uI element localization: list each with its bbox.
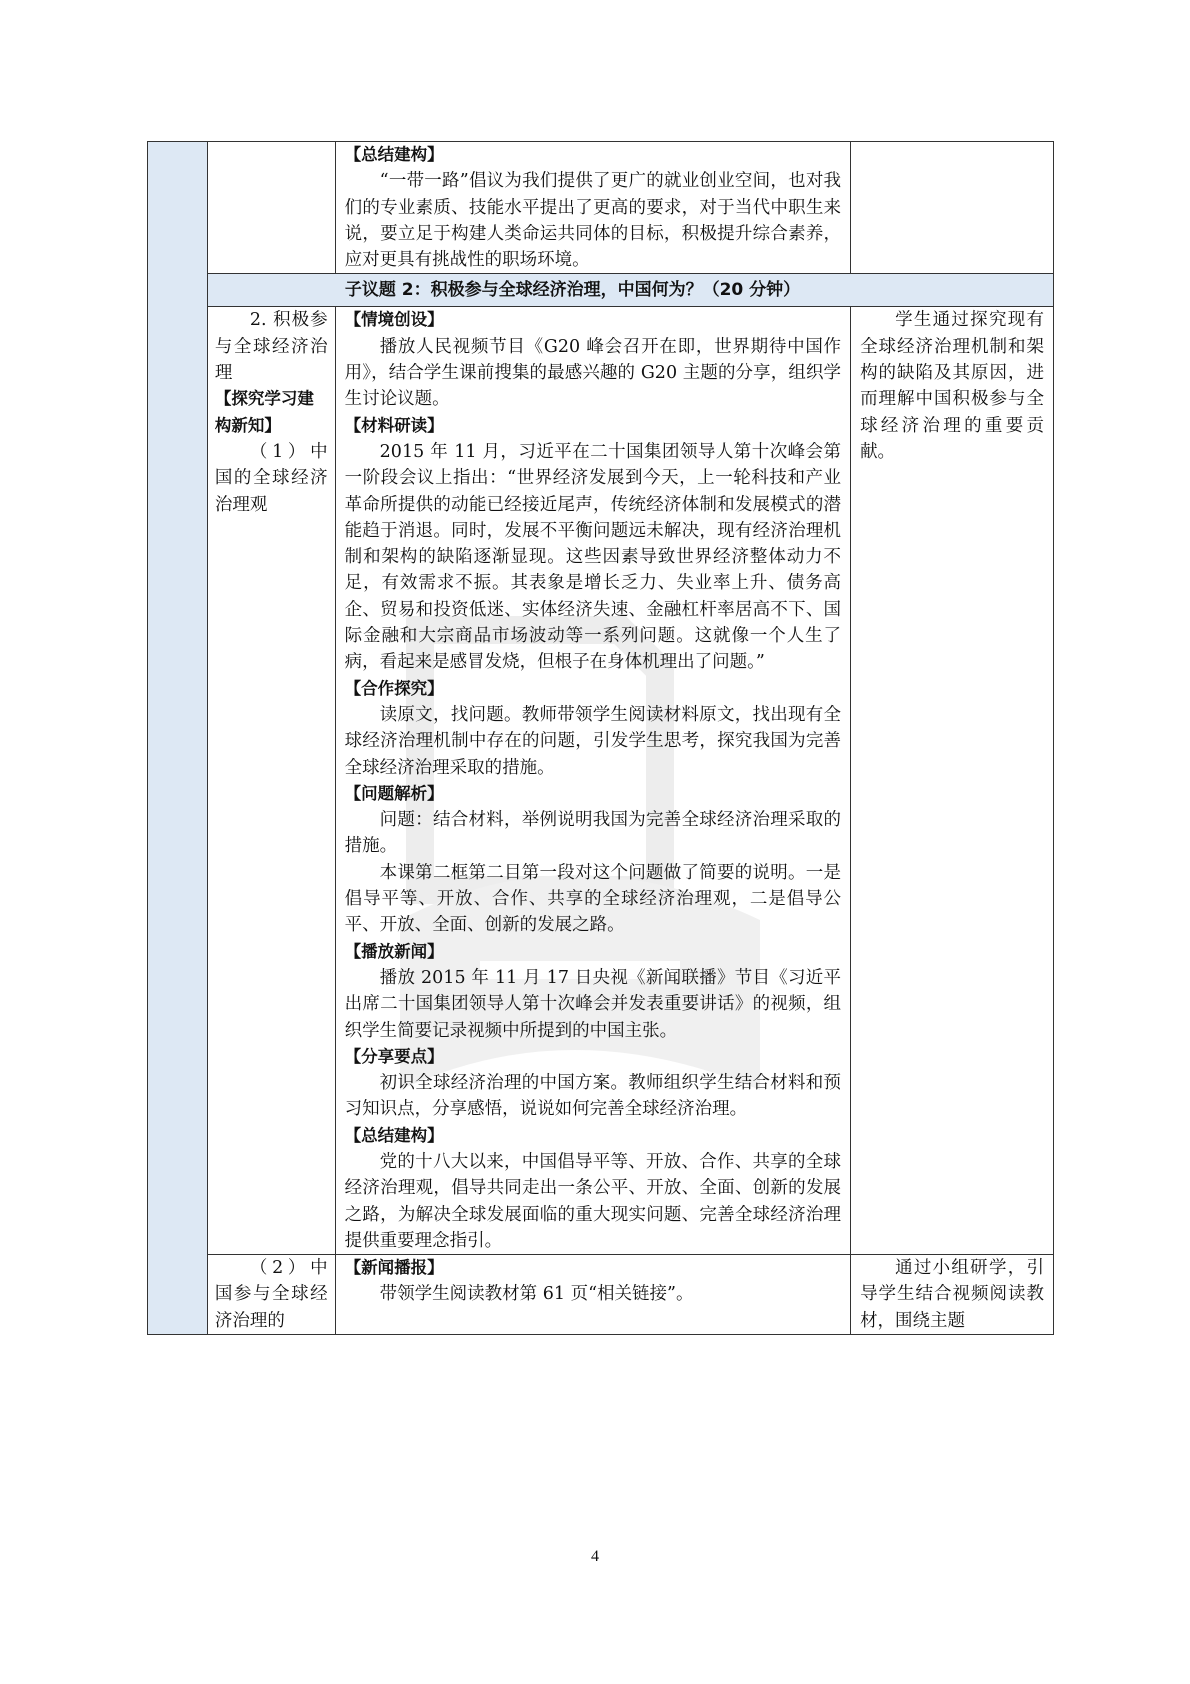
topic-cell	[207, 307, 335, 1255]
topic-cell	[207, 1255, 335, 1335]
section-paragraph: 2015 年 11 月，习近平在二十国集团领导人第十次峰会第一阶段会议上指出：“世界经济发展到今天，上一轮科技和产业革命所提供的动能已经接近尾声，传统经济体制和发展模式的潜能趋于消退。同时，发展不平衡问题远未解决，现有经济治理机制和架构的缺陷逐渐显现。这些因素导致世界经济整体动力不足，有效需求不振。其表象是增长乏力、失业率上升、债务高企、贸易和投资低迷、实体经济失速、金融杠杆率居高不下、国际金融和大宗商品市场波动等一系列问题。这就像一个人生了病，看起来是感冒发烧，但根子在身体机理出了问题。”	[344, 441, 842, 673]
page-number: 4	[591, 1548, 599, 1565]
design-intent-cell	[851, 307, 1054, 1255]
content-cell	[335, 1255, 850, 1335]
topic-item: （2）中国参与全球经济治理的	[214, 1258, 328, 1331]
lesson-plan-table	[147, 141, 1054, 1335]
section-heading: 【合作探究】	[344, 678, 444, 698]
section-paragraph: 初识全球经济治理的中国方案。教师组织学生结合材料和预习知识点，分享感悟，说说如何完善全球经济治理。	[344, 1073, 842, 1120]
design-intent-text: 学生通过探究现有全球经济治理机制和架构的缺陷及其原因，进而理解中国积极参与全球经济治理的重要贡献。	[860, 310, 1044, 462]
table-row	[148, 142, 1054, 274]
topic-line: 2. 积极参与全球经济治理	[214, 310, 328, 384]
section-heading: 【材料研读】	[344, 415, 444, 435]
subtopic-row	[148, 274, 1054, 307]
empty-cell	[851, 142, 1054, 274]
section-heading: 【问题解析】	[344, 783, 444, 803]
section-paragraph: 本课第二框第二目第一段对这个问题做了简要的说明。一是倡导平等、开放、合作、共享的全球经济治理观，二是倡导公平、开放、全面、创新的发展之路。	[344, 862, 842, 936]
section-paragraph: 党的十八大以来，中国倡导平等、开放、合作、共享的全球经济治理观，倡导共同走出一条公平、开放、全面、创新的发展之路，为解决全球发展面临的重大现实问题、完善全球经济治理提供重要理念指引。	[344, 1151, 842, 1251]
section-paragraph: 问题：结合材料，举例说明我国为完善全球经济治理采取的措施。	[344, 810, 842, 857]
section-paragraph: “一带一路”倡议为我们提供了更广的就业创业空间，也对我们的专业素质、技能水平提出了更高的要求，对于当代中职生来说，要立足于构建人类命运共同体的目标，积极提升综合素养，应对更具有挑战性的职场环境。	[344, 171, 842, 271]
subtopic-title-text: 子议题 2：积极参与全球经济治理，中国何为？（20 分钟）	[344, 280, 801, 301]
section-paragraph: 播放人民视频节目《G20 峰会召开在即，世界期待中国作用》，结合学生课前搜集的最感兴趣的 G20 主题的分享，组织学生讨论议题。	[344, 336, 842, 410]
content-cell	[335, 142, 850, 274]
design-intent-text: 通过小组研学，引导学生结合视频阅读教材，围绕主题	[860, 1258, 1044, 1331]
topic-heading: 【探究学习建构新知】	[214, 389, 314, 435]
section-heading: 【总结建构】	[344, 1125, 444, 1145]
section-paragraph: 读原文，找问题。教师带领学生阅读材料原文，找出现有全球经济治理机制中存在的问题，引发学生思考，探究我国为完善全球经济治理采取的措施。	[344, 704, 842, 778]
section-heading: 【情境创设】	[344, 310, 444, 330]
section-heading: 【总结建构】	[344, 145, 444, 164]
section-heading: 【分享要点】	[344, 1046, 444, 1066]
section-heading: 【播放新闻】	[344, 941, 444, 961]
section-paragraph: 带领学生阅读教材第 61 页“相关链接”。	[379, 1284, 694, 1305]
content-cell	[335, 307, 850, 1255]
table-row	[148, 1255, 1054, 1335]
subtopic-title	[207, 274, 1053, 307]
section-paragraph: 播放 2015 年 11 月 17 日央视《新闻联播》节目《习近平出席二十国集团领导人第十次峰会并发表重要讲话》的视频，组织学生简要记录视频中所提到的中国主张。	[344, 967, 842, 1041]
shaded-margin-column	[148, 142, 208, 1335]
section-heading: 【新闻播报】	[344, 1258, 444, 1278]
table-row	[148, 307, 1054, 1255]
topic-item: （1）中国的全球经济治理观	[214, 441, 328, 515]
design-intent-cell	[851, 1255, 1054, 1335]
empty-cell	[207, 142, 335, 274]
